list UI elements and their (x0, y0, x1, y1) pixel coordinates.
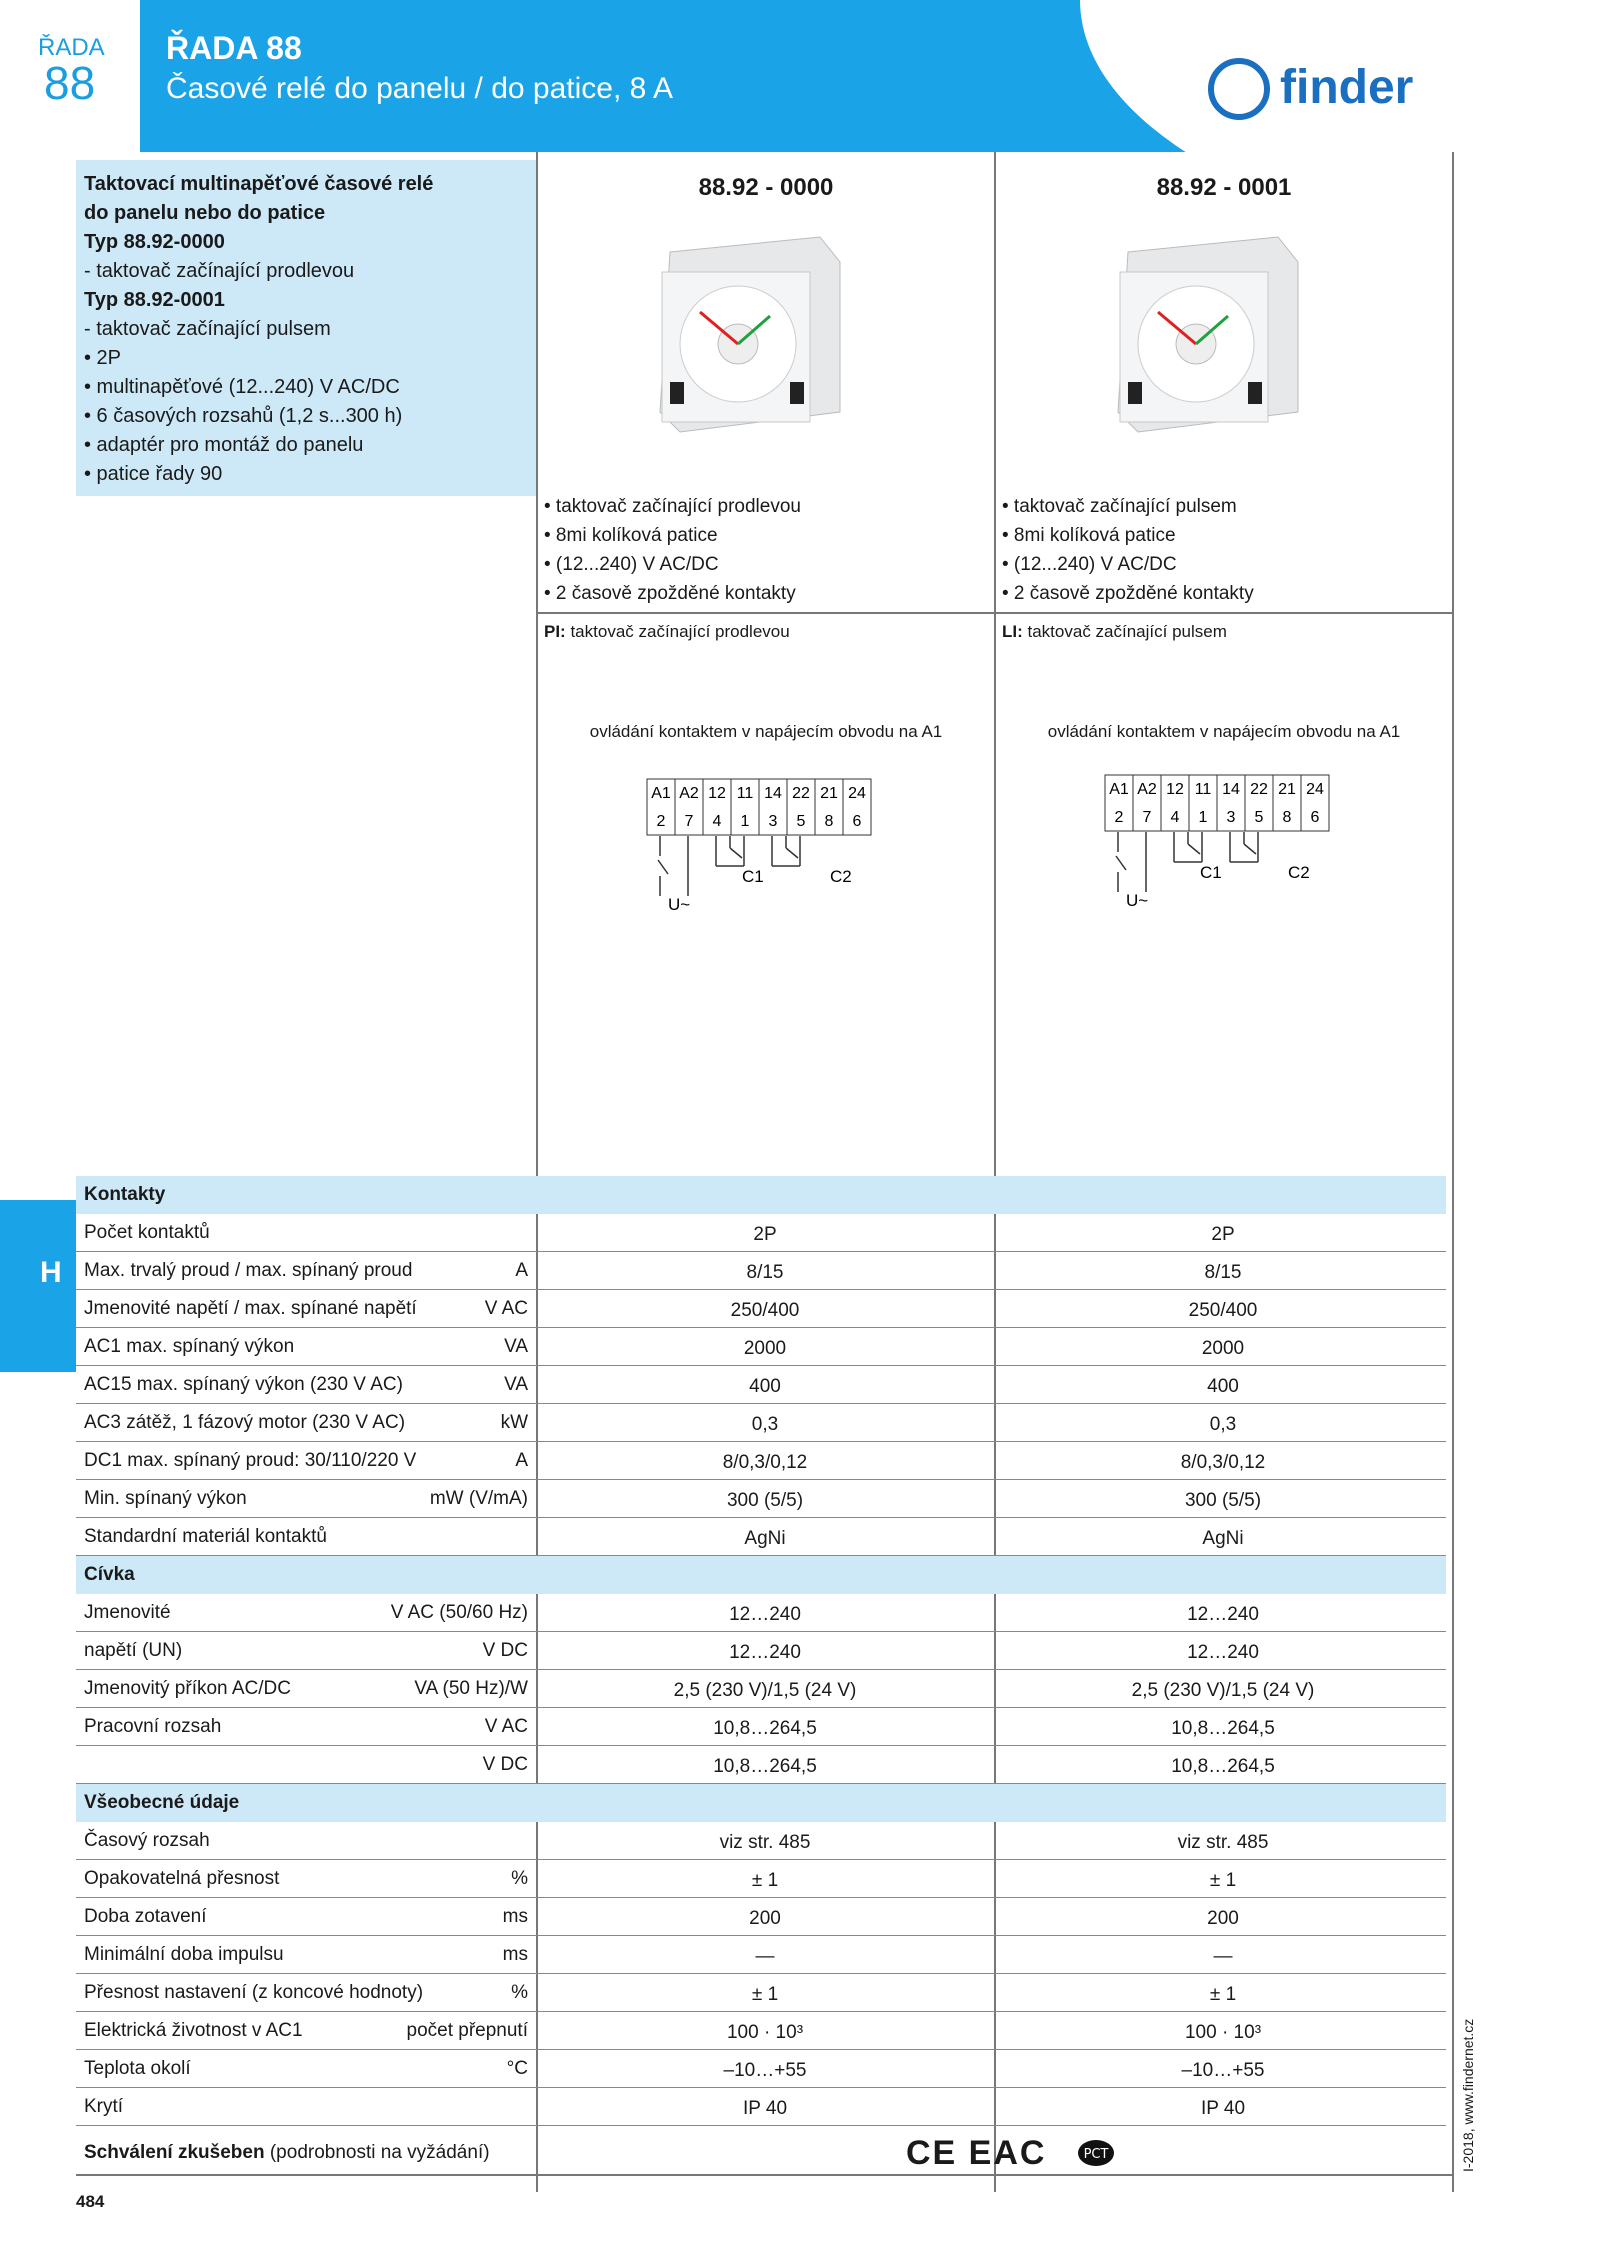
supply-label: U~ (1126, 891, 1149, 910)
function-code: LI: (1002, 622, 1023, 641)
row-label: Opakovatelná přesnost (84, 1868, 280, 1889)
table-row (76, 1518, 1446, 1556)
supply-label: U~ (668, 895, 691, 914)
terminal-label: 21 (820, 785, 838, 802)
table-row (76, 1290, 1446, 1328)
bullet: • 2 časově zpožděné kontakty (544, 583, 796, 604)
bullet: • (12...240) V AC/DC (544, 554, 719, 575)
row-label: Časový rozsah (84, 1830, 210, 1851)
bullet: • taktovač začínající prodlevou (544, 496, 801, 517)
value-col-2: 400 (1207, 1376, 1239, 1397)
c1-label: C1 (1200, 863, 1222, 882)
bullet: • taktovač začínající pulsem (1002, 496, 1237, 517)
row-unit: V DC (482, 1640, 528, 1661)
intro-line: • 2P (84, 347, 122, 369)
circuit-line (786, 848, 798, 858)
table-row (76, 1442, 1446, 1480)
row-label: Přesnost nastavení (z koncové hodnoty) (84, 1982, 424, 2003)
circuit-line (1244, 844, 1256, 854)
row-label: Cívka (84, 1564, 135, 1585)
terminal-label: 5 (1254, 809, 1264, 826)
table-row (76, 1898, 1446, 1936)
row-label: Počet kontaktů (84, 1222, 210, 1243)
terminal-label: 7 (1142, 809, 1152, 826)
column-divider-3 (1452, 152, 1454, 2192)
terminal-label: 3 (1226, 809, 1236, 826)
row-unit: V AC (50/60 Hz) (390, 1602, 528, 1623)
value-col-1: AgNi (744, 1528, 786, 1549)
approvals-row (76, 2130, 1452, 2176)
row-label: Jmenovité napětí / max. spínané napětí (84, 1298, 417, 1319)
value-col-2: viz str. 485 (1177, 1832, 1269, 1853)
table-row (76, 1328, 1446, 1366)
row-label: Pracovní rozsah (84, 1716, 222, 1737)
value-col-1: 12…240 (729, 1604, 801, 1625)
terminal-label: 21 (1278, 781, 1296, 798)
table-row (76, 1594, 1446, 1632)
table-row (76, 1214, 1446, 1252)
value-col-1: ± 1 (751, 1984, 779, 2005)
intro-list (84, 170, 433, 489)
intro-line: do panelu nebo do patice (84, 202, 326, 224)
row-label: Všeobecné údaje (84, 1792, 240, 1813)
value-col-1: ± 1 (751, 1870, 779, 1891)
value-col-1: 2000 (743, 1338, 787, 1359)
terminal-label: 24 (848, 785, 866, 802)
value-col-2: 10,8…264,5 (1171, 1756, 1275, 1777)
function-label-1 (544, 622, 790, 642)
series-number: 88 (44, 57, 96, 109)
row-unit: % (511, 1868, 528, 1889)
row-label: Elektrická životnost v AC1 (84, 2020, 303, 2041)
c2-label: C2 (1288, 863, 1310, 882)
divider-func (536, 612, 1454, 614)
table-row (76, 1860, 1446, 1898)
terminal-label: A1 (1109, 781, 1129, 798)
terminal-label: A1 (651, 785, 671, 802)
terminal-label: 6 (1310, 809, 1320, 826)
function-text: taktovač začínající prodlevou (565, 622, 790, 641)
table-row (76, 2088, 1446, 2126)
table-row (76, 2012, 1446, 2050)
wiring-diagram-2 (1104, 774, 1354, 919)
row-label: Krytí (84, 2096, 124, 2117)
circuit-line (730, 848, 742, 858)
approvals-label (84, 2142, 490, 2164)
relay-image-2 (1098, 232, 1308, 442)
table-row (76, 1404, 1446, 1442)
circuit-line (1116, 856, 1126, 870)
intro-line: • multinapěťové (12...240) V AC/DC (84, 376, 400, 398)
terminal-label: 1 (1198, 809, 1208, 826)
value-col-1: 0,3 (751, 1414, 779, 1435)
terminal-label: 4 (712, 813, 722, 830)
row-label: Jmenovité (84, 1602, 171, 1623)
row-unit: % (511, 1982, 528, 2003)
terminal-label: 4 (1170, 809, 1180, 826)
row-label: Max. trvalý proud / max. spínaný proud (84, 1260, 413, 1281)
terminal-label: 8 (824, 813, 834, 830)
bullet: • 8mi kolíková patice (1002, 525, 1176, 546)
row-unit: V AC (484, 1298, 528, 1319)
bullet: • 2 časově zpožděné kontakty (1002, 583, 1254, 604)
terminal-label: 7 (684, 813, 694, 830)
table-section-header (76, 1176, 1446, 1214)
row-label: napětí (UN) (84, 1640, 183, 1661)
row-unit: VA (504, 1336, 528, 1357)
row-label: Minimální doba impulsu (84, 1944, 284, 1965)
table-row (76, 1936, 1446, 1974)
row-label: Teplota okolí (84, 2058, 191, 2079)
page-title: ŘADA 88 (166, 30, 302, 66)
table-section-header (76, 1556, 1446, 1594)
table-row (76, 1366, 1446, 1404)
value-col-1: IP 40 (742, 2098, 788, 2119)
value-col-2: –10…+55 (1181, 2060, 1265, 2081)
table-row (76, 1670, 1446, 1708)
value-col-2: 300 (5/5) (1184, 1490, 1262, 1511)
intro-line: Typ 88.92-0000 (84, 231, 225, 253)
value-col-1: 100 · 10³ (726, 2022, 804, 2043)
terminal-label: 5 (796, 813, 806, 830)
row-label: Kontakty (84, 1184, 166, 1205)
row-unit: mW (V/mA) (429, 1488, 528, 1509)
value-col-1: 2P (753, 1224, 777, 1245)
product-bullets-1 (544, 492, 801, 608)
page-number: 484 (76, 2192, 105, 2211)
value-col-2: — (1213, 1946, 1233, 1967)
c2-label: C2 (830, 867, 852, 886)
product-code-2: 88.92 - 0001 (1156, 174, 1292, 201)
terminal-label: 2 (1114, 809, 1124, 826)
terminal-label: 8 (1282, 809, 1292, 826)
row-label: Doba zotavení (84, 1906, 207, 1927)
row-unit: A (515, 1260, 528, 1281)
section-tab (0, 1200, 76, 1372)
value-col-1: 2,5 (230 V)/1,5 (24 V) (673, 1680, 857, 1701)
table-row (76, 2050, 1446, 2088)
terminal-label: 1 (740, 813, 750, 830)
value-col-1: 8/15 (746, 1262, 784, 1283)
table-row (76, 1974, 1446, 2012)
terminal-label: A2 (1137, 781, 1157, 798)
value-col-1: 10,8…264,5 (713, 1756, 817, 1777)
circuit-line (1188, 844, 1200, 854)
value-col-2: 250/400 (1188, 1300, 1258, 1321)
row-unit: VA (504, 1374, 528, 1395)
intro-line: • adaptér pro montáž do panelu (84, 434, 364, 456)
bullet: • 8mi kolíková patice (544, 525, 718, 546)
series-label: ŘADA (38, 34, 105, 61)
logo-text: finder (1280, 61, 1414, 114)
function-text: taktovač začínající pulsem (1022, 622, 1227, 641)
approvals-note: (podrobnosti na vyžádání) (264, 2142, 490, 2163)
row-unit: V DC (482, 1754, 528, 1775)
value-col-1: 8/0,3/0,12 (722, 1452, 808, 1473)
control-note-2: ovládání kontaktem v napájecím obvodu na A1 (1047, 722, 1401, 741)
value-col-1: 400 (749, 1376, 781, 1397)
value-col-1: –10…+55 (723, 2060, 807, 2081)
page-subtitle: Časové relé do panelu / do patice, 8 A (166, 72, 674, 105)
value-col-2: 12…240 (1187, 1642, 1259, 1663)
value-col-2: 10,8…264,5 (1171, 1718, 1275, 1739)
relay-image-1 (640, 232, 850, 442)
terminal-diagram (646, 778, 896, 918)
value-col-2: 2P (1211, 1224, 1235, 1245)
value-col-2: 200 (1207, 1908, 1239, 1929)
row-label: Standardní materiál kontaktů (84, 1526, 327, 1547)
table-row (76, 1708, 1446, 1746)
function-code: PI: (544, 622, 566, 641)
value-col-2: 2000 (1201, 1338, 1245, 1359)
value-col-2: 8/0,3/0,12 (1180, 1452, 1266, 1473)
row-unit: A (515, 1450, 528, 1471)
value-col-2: 8/15 (1204, 1262, 1242, 1283)
intro-line: Taktovací multinapěťové časové relé (84, 173, 434, 195)
intro-line: Typ 88.92-0001 (84, 289, 225, 311)
approvals-bold: Schválení zkušeben (84, 2142, 265, 2163)
table-row (76, 1252, 1446, 1290)
bullet: • (12...240) V AC/DC (1002, 554, 1177, 575)
value-col-2: 12…240 (1187, 1604, 1259, 1625)
terminal-label: A2 (679, 785, 699, 802)
table-section-header (76, 1784, 1446, 1822)
product-bullets-2 (1002, 492, 1254, 608)
row-unit: °C (506, 2058, 528, 2079)
row-label: AC15 max. spínaný výkon (230 V AC) (84, 1374, 403, 1395)
table-row (76, 1480, 1446, 1518)
terminal-label: 11 (736, 785, 754, 802)
terminal-label: 22 (792, 785, 810, 802)
table-row (76, 1632, 1446, 1670)
intro-line: - taktovač začínající pulsem (84, 318, 331, 340)
intro-line: • 6 časových rozsahů (1,2 s...300 h) (84, 405, 403, 427)
terminal-label: 12 (1166, 781, 1184, 798)
c1-label: C1 (742, 867, 764, 886)
terminal-label: 6 (852, 813, 862, 830)
terminal-label: 24 (1306, 781, 1324, 798)
section-tab-letter: H (40, 1256, 62, 1289)
certification-marks: CE EAC (906, 2134, 1047, 2172)
value-col-1: 250/400 (730, 1300, 800, 1321)
terminal-label: 14 (1222, 781, 1240, 798)
pct-mark-icon (1076, 2138, 1116, 2168)
terminal-diagram (1104, 774, 1354, 914)
terminal-label: 3 (768, 813, 778, 830)
value-col-2: ± 1 (1209, 1984, 1237, 2005)
row-unit: ms (502, 1944, 528, 1965)
row-unit: ms (502, 1906, 528, 1927)
intro-line: - taktovač začínající prodlevou (84, 260, 355, 282)
function-label-2 (1002, 622, 1227, 642)
terminal-label: 14 (764, 785, 782, 802)
terminal-label: 12 (708, 785, 726, 802)
terminal-label: 11 (1194, 781, 1212, 798)
table-row (76, 1746, 1446, 1784)
row-label: Jmenovitý příkon AC/DC (84, 1678, 291, 1699)
value-col-2: 100 · 10³ (1184, 2022, 1262, 2043)
header-curve (1080, 0, 1600, 260)
row-unit: V AC (484, 1716, 528, 1737)
value-col-1: viz str. 485 (719, 1832, 811, 1853)
value-col-2: 2,5 (230 V)/1,5 (24 V) (1131, 1680, 1315, 1701)
terminal-label: 22 (1250, 781, 1268, 798)
circuit-line (658, 860, 668, 874)
row-unit: kW (500, 1412, 528, 1433)
wiring-diagram-1 (646, 778, 896, 923)
table-row (76, 1822, 1446, 1860)
row-label: AC3 zátěž, 1 fázový motor (230 V AC) (84, 1412, 406, 1433)
terminal-label: 2 (656, 813, 666, 830)
intro-line: • patice řady 90 (84, 463, 223, 485)
value-col-1: 300 (5/5) (726, 1490, 804, 1511)
row-unit: VA (50 Hz)/W (414, 1678, 528, 1699)
row-label: DC1 max. spínaný proud: 30/110/220 V (84, 1450, 417, 1471)
row-unit: počet přepnutí (406, 2020, 528, 2041)
logo-circle-icon (1208, 58, 1270, 120)
value-col-1: 200 (749, 1908, 781, 1929)
value-col-2: 0,3 (1209, 1414, 1237, 1435)
value-col-1: 10,8…264,5 (713, 1718, 817, 1739)
svg-text:PCT: PCT (1083, 2147, 1109, 2162)
row-label: Min. spínaný výkon (84, 1488, 247, 1509)
value-col-2: IP 40 (1200, 2098, 1246, 2119)
row-label: AC1 max. spínaný výkon (84, 1336, 295, 1357)
value-col-1: — (755, 1946, 775, 1967)
value-col-1: 12…240 (729, 1642, 801, 1663)
product-code-1: 88.92 - 0000 (698, 174, 834, 201)
side-note: I-2018, www.findernet.cz (1460, 2018, 1476, 2172)
value-col-2: ± 1 (1209, 1870, 1237, 1891)
value-col-2: AgNi (1202, 1528, 1244, 1549)
control-note-1: ovládání kontaktem v napájecím obvodu na A1 (589, 722, 943, 741)
